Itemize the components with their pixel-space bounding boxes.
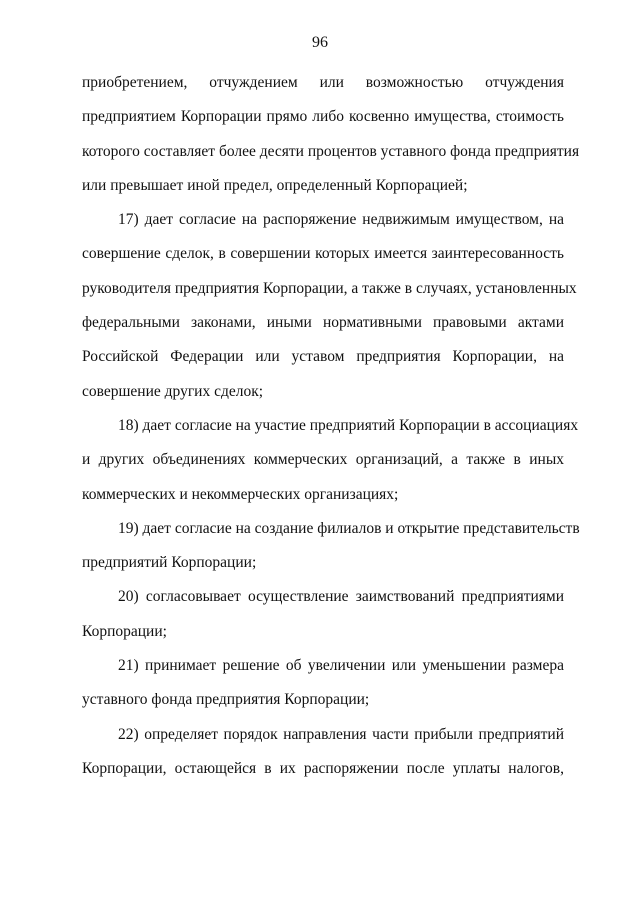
paragraph-item-22 xyxy=(82,718,564,787)
text-line: уставного фонда предприятия Корпорации; xyxy=(82,691,370,709)
text-line: 18) дает согласие на участие предприятий Корпорации в ассоциациях xyxy=(118,416,579,434)
paragraph-item-19 xyxy=(82,512,580,581)
paragraph-item-18 xyxy=(82,409,579,512)
text-line: приобретением, отчуждением или возможностью отчуждения xyxy=(82,74,564,91)
text-line: 19) дает согласие на создание филиалов и открытие представительств xyxy=(118,519,580,537)
text-line: руководителя предприятия Корпорации, а также в случаях, установленных xyxy=(82,279,577,297)
text-line: и других объединениях коммерческих организаций, а также в иных xyxy=(82,451,564,469)
text-line: которого составляет более десяти процентов уставного фонда предприятия xyxy=(82,142,580,160)
text-line: или превышает иной предел, определенный Корпорацией; xyxy=(82,176,468,194)
paragraph-continuation xyxy=(82,66,580,203)
text-line: 20) согласовывает осуществление заимствований предприятиями xyxy=(118,588,564,606)
text-line: Корпорации, остающейся в их распоряжении после уплаты налогов, xyxy=(82,759,564,777)
text-line: 17) дает согласие на распоряжение недвижимым имуществом, на xyxy=(118,211,564,229)
paragraph-item-20 xyxy=(82,580,564,649)
text-line: предприятий Корпорации; xyxy=(82,554,257,572)
text-line: 21) принимает решение об увеличении или уменьшении размера xyxy=(118,657,564,675)
text-line: коммерческих и некоммерческих организациях; xyxy=(82,485,399,503)
document-body xyxy=(82,66,580,786)
paragraph-item-17 xyxy=(82,203,577,409)
text-line: совершение других сделок; xyxy=(82,382,264,400)
text-line: Российской Федерации или уставом предприятия Корпорации, на xyxy=(82,348,564,366)
page-number: 96 xyxy=(312,34,328,51)
text-line: 22) определяет порядок направления части прибыли предприятий xyxy=(118,725,564,743)
text-line: Корпорации; xyxy=(82,622,167,640)
text-line: федеральными законами, иными нормативными правовыми актами xyxy=(82,314,564,332)
text-line: совершение сделок, в совершении которых имеется заинтересованность xyxy=(82,245,564,263)
text-line: предприятием Корпорации прямо либо косвенно имущества, стоимость xyxy=(82,108,564,126)
paragraph-item-21 xyxy=(82,649,564,718)
